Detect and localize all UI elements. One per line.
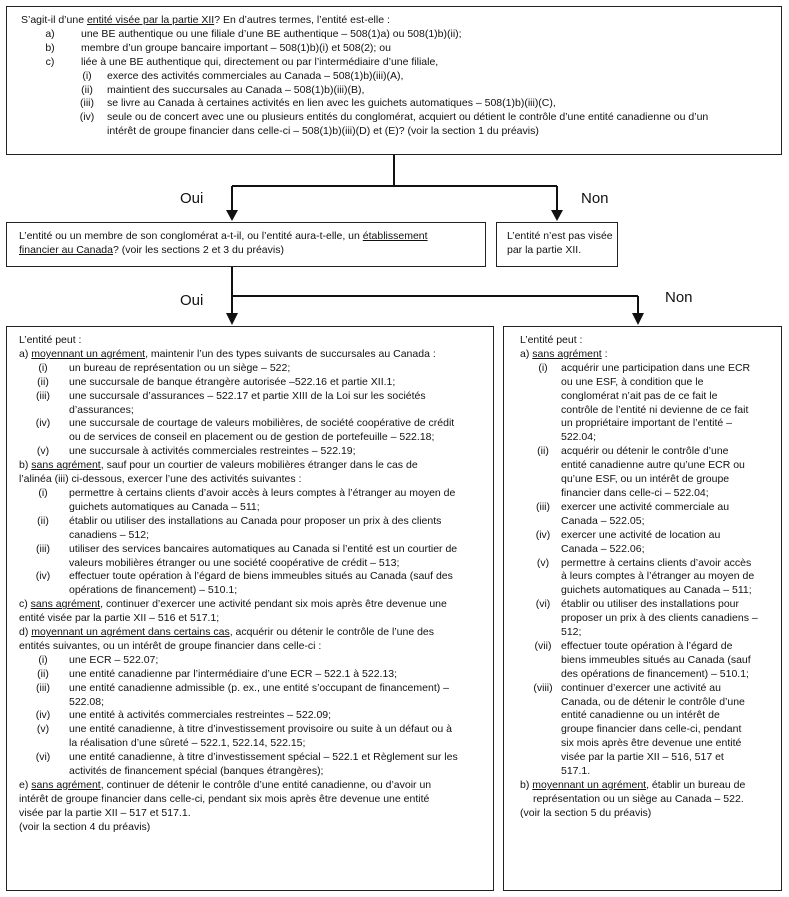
item-letter: d) xyxy=(19,626,32,639)
line-text: un propriétaire important de l’entité – xyxy=(561,417,733,430)
text-line xyxy=(516,404,781,418)
permitted-activities-box-no xyxy=(503,326,782,891)
item-marker: (iv) xyxy=(35,709,51,722)
text-line xyxy=(516,723,781,737)
line-text: Canada, ou de détenir le contrôle d’une xyxy=(561,695,745,708)
line-text: une entité canadienne par l’intermédiaire d’une ECR – 522.1 à 522.13; xyxy=(69,667,398,680)
line-text: une entité canadienne, à titre d’investissement provisoire ou suite à un défaut ou à xyxy=(69,723,452,736)
item-marker: (iv) xyxy=(35,570,51,583)
text-line xyxy=(19,807,493,821)
arrowhead xyxy=(226,210,238,221)
line-text: , établir un bureau de xyxy=(646,779,746,791)
item-marker: (v) xyxy=(36,445,50,458)
text-line xyxy=(516,348,781,362)
text-line xyxy=(516,751,781,765)
line-text: , continuer de détenir le contrôle d’une entité canadienne, ou d’avoir un xyxy=(100,779,432,791)
underlined-term: sans agrément xyxy=(31,459,101,472)
item-marker: (v) xyxy=(536,556,550,569)
line-text: représentation ou un siège au Canada – 522. xyxy=(533,792,744,805)
line-text: (voir la section 5 du préavis) xyxy=(520,806,652,819)
item-marker: (vi) xyxy=(35,751,51,764)
line-text: établir ou utiliser des installations au Canada pour proposer un prix à des clients xyxy=(69,514,442,527)
text-line xyxy=(516,570,781,584)
text-line xyxy=(516,459,781,473)
line-text: conglomérat n’ait pas de ce fait le xyxy=(561,389,718,402)
line-text: exercer une activité commerciale au xyxy=(561,500,730,513)
item-marker: (ii) xyxy=(37,514,49,527)
text-line xyxy=(516,737,781,751)
item-marker: (i) xyxy=(38,361,48,374)
text-line xyxy=(21,70,781,84)
text-line xyxy=(19,640,493,654)
line-text: maintient des succursales au Canada – 508(1)b)(iii)(B), xyxy=(107,83,365,96)
line-text: visée par la partie XII – 517 et 517.1. xyxy=(19,806,191,819)
text-line xyxy=(19,417,493,431)
line-text: permettre à certains clients d’avoir accès à leurs comptes à l’étranger au moyen de xyxy=(69,486,456,499)
line-text: établir ou utiliser des installations pour xyxy=(561,598,740,611)
line-text: la réalisation d’une sûreté – 522.1, 522.14, 522.15; xyxy=(69,737,306,750)
text-line xyxy=(19,709,493,723)
line-text: une entité canadienne admissible (p. ex., une entité s’occupant de financement) – xyxy=(69,681,449,694)
item-letter: c) xyxy=(19,598,31,611)
text-line xyxy=(516,612,781,626)
text-line xyxy=(516,654,781,668)
text-line xyxy=(19,376,493,390)
line-text: Canada – 522.06; xyxy=(561,542,645,555)
line-text: guichets automatiques au Canada – 511; xyxy=(561,584,752,597)
line-text: membre d’un groupe bancaire important – 508(1)b)(i) et 508(2); ou xyxy=(81,41,391,54)
line-text: entités suivantes, ou un intérêt de groupe financier dans celle-ci : xyxy=(19,639,322,652)
text-line xyxy=(19,821,493,835)
item-letter: b) xyxy=(520,779,533,791)
item-marker: (iii) xyxy=(36,389,50,402)
line-text: 517.1. xyxy=(561,765,591,778)
text-line xyxy=(516,640,781,654)
establishment-question-box: L’entité ou un membre de son conglomérat a-t-il, ou l’entité aura-t-elle, un établissement financier au Canada? (voir les sections 2 et 3 du préavis) xyxy=(6,222,486,267)
text-line xyxy=(19,362,493,376)
item-marker: (i) xyxy=(38,486,48,499)
item-letter: b) xyxy=(19,459,32,472)
item-marker: (i) xyxy=(82,69,92,82)
not-subject-line-2: par la partie XII. xyxy=(507,243,582,256)
line-text: acquérir une participation dans une ECR xyxy=(561,361,751,374)
line-text: exercer une activité de location au xyxy=(561,528,721,541)
text-line xyxy=(19,626,493,640)
underlined-term: sans agrément xyxy=(31,779,101,791)
line-text: une ECR – 522.07; xyxy=(69,653,159,666)
line-text: continuer d’exercer une activité au xyxy=(561,681,721,694)
line-text: 522.08; xyxy=(69,695,105,708)
item-marker: a) xyxy=(45,27,55,40)
line-text: intérêt de groupe financier dans celle-ci, pendant six mois après être devenue une entité xyxy=(19,792,430,805)
line-text: visée par la partie XII – 516, 517 et xyxy=(561,751,724,764)
item-marker: (vi) xyxy=(535,598,551,611)
not-subject-box xyxy=(496,222,618,267)
text-line xyxy=(19,334,493,348)
line-text: Canada – 522.05; xyxy=(561,514,645,527)
text-line xyxy=(19,543,493,557)
line-text: biens immeubles situés au Canada (sauf xyxy=(561,653,751,666)
text-line xyxy=(516,598,781,612)
line-text: entité canadienne autre qu’une ECR ou xyxy=(561,459,745,472)
item-marker: (iii) xyxy=(36,542,50,555)
text-line xyxy=(19,696,493,710)
item-marker: (ii) xyxy=(537,445,549,458)
text-line xyxy=(516,584,781,598)
item-marker: (viii) xyxy=(533,681,553,694)
arrowhead xyxy=(632,313,644,325)
text-line xyxy=(516,487,781,501)
text-line xyxy=(19,570,493,584)
line-text: proposer un prix à des clients canadiens – xyxy=(561,612,758,625)
line-text: une entité à activités commerciales restreintes – 522.09; xyxy=(69,709,332,722)
text-line xyxy=(19,487,493,501)
line-text: à leurs comptes à l’étranger au moyen de xyxy=(561,570,755,583)
line-text: permettre à certains clients d’avoir accès xyxy=(561,556,752,569)
line-text: 522.04; xyxy=(561,431,597,444)
line-text: (voir la section 4 du préavis) xyxy=(19,820,151,833)
line-text: une BE authentique ou une filiale d’une BE authentique – 508(1)a) ou 508(1)b)(ii); xyxy=(81,27,462,40)
line-text: opérations de financement) – 510.1; xyxy=(69,584,238,597)
text-line xyxy=(19,459,493,473)
line-text: groupe financier dans celle-ci, pendant xyxy=(561,723,742,736)
item-marker: (ii) xyxy=(37,667,49,680)
yes-label-1: Oui xyxy=(180,190,204,207)
text-line xyxy=(21,97,781,111)
text-line xyxy=(516,529,781,543)
underlined-term: moyennant un agrément xyxy=(31,347,146,360)
question-link: entité visée par la partie XII xyxy=(86,14,215,26)
line-text: seule ou de concert avec une ou plusieurs entités du conglomérat, acquiert ou détient le contrôle d’une entité canadienne ou d’un xyxy=(107,111,709,124)
line-text: effectuer toute opération à l’égard de xyxy=(561,639,733,652)
text-line xyxy=(516,765,781,779)
item-marker: (i) xyxy=(538,361,548,374)
underlined-term: sans agrément xyxy=(532,347,602,360)
not-subject-line-1: L’entité n’est pas visée xyxy=(507,230,613,242)
line-text: , sauf pour un courtier de valeurs mobilières étranger dans le cas de xyxy=(100,459,418,472)
text-line xyxy=(516,682,781,696)
text-line xyxy=(516,362,781,376)
item-marker: (iv) xyxy=(35,417,51,430)
text-line xyxy=(516,376,781,390)
line-text: entité visée par la partie XII – 516 et 517.1; xyxy=(19,612,220,625)
line-text: contrôle de l’entité ni devienne de ce fait xyxy=(561,403,749,416)
item-marker: c) xyxy=(45,55,55,68)
line-text: L’entité peut : xyxy=(520,334,583,346)
line-text: activités de financement spécial (banques étrangères); xyxy=(69,765,324,778)
text-line xyxy=(19,515,493,529)
text-line xyxy=(21,111,781,125)
line-text: , maintenir l’un des types suivants de succursales au Canada : xyxy=(145,347,436,360)
text-line xyxy=(21,84,781,98)
text-line xyxy=(19,445,493,459)
text-line xyxy=(516,473,781,487)
text-line xyxy=(21,56,781,70)
text-line xyxy=(19,404,493,418)
text-line xyxy=(19,557,493,571)
text-line xyxy=(516,501,781,515)
line-text: une succursale d’assurances – 522.17 et partie XIII de la Loi sur les sociétés xyxy=(69,389,426,402)
line-text: ou une ESF, à condition que le xyxy=(561,375,704,388)
item-marker: (iii) xyxy=(36,681,50,694)
item-marker: b) xyxy=(45,41,55,54)
line-text: des opérations de financement) – 510.1; xyxy=(561,667,749,680)
line-text: qu’une ESF, ou un intérêt de groupe xyxy=(561,473,730,486)
item-marker: (iv) xyxy=(535,528,551,541)
text-line xyxy=(516,334,781,348)
financial-establishment-link: financier au Canada xyxy=(19,243,113,256)
arrowhead xyxy=(226,313,238,325)
line-text: effectuer toute opération à l’égard de biens immeubles situés au Canada (sauf des xyxy=(69,570,453,583)
line-text: une succursale à activités commerciales restreintes – 522.19; xyxy=(69,445,356,458)
text-line xyxy=(19,598,493,612)
text-line xyxy=(21,28,781,42)
line-text: ou de services de conseil en placement ou de gestion de portefeuille – 522.18; xyxy=(69,431,435,444)
line-text: entité canadienne ou un intérêt de xyxy=(561,709,720,722)
text-line xyxy=(516,779,781,793)
item-marker: (vii) xyxy=(534,639,552,652)
item-marker: (iii) xyxy=(536,500,550,513)
line-text: une succursale de courtage de valeurs mobilières, de société coopérative de crédit xyxy=(69,417,455,430)
question-line: S’agit-il d’une entité visée par la partie XII? En d’autres termes, l’entité est-elle : xyxy=(21,14,390,26)
text-line xyxy=(21,42,781,56)
line-text: acquérir ou détenir le contrôle d’une xyxy=(561,445,729,458)
text-line xyxy=(516,557,781,571)
underlined-term: sans agrément xyxy=(30,598,101,611)
text-line xyxy=(19,529,493,543)
text-line xyxy=(19,473,493,487)
text-line xyxy=(19,612,493,626)
line-text: se livre au Canada à certaines activités en lien avec les guichets automatiques – 508(1)b)(iii)(C), xyxy=(107,97,556,110)
line-text: exerce des activités commerciales au Canada – 508(1)b)(iii)(A), xyxy=(107,69,404,82)
item-marker: (ii) xyxy=(37,375,49,388)
underlined-term: moyennant un agrément xyxy=(532,779,647,791)
line-text: financier dans celle-ci – 522.04; xyxy=(561,486,709,499)
line-text: : xyxy=(601,347,608,360)
item-marker: (v) xyxy=(36,723,50,736)
item-marker: (i) xyxy=(38,653,48,666)
no-label-2: Non xyxy=(665,289,693,306)
line-text: liée à une BE authentique qui, directement ou par l’intermédiaire d’une filiale, xyxy=(81,55,439,68)
text-line xyxy=(516,543,781,557)
line-text: 512; xyxy=(561,626,582,639)
text-line xyxy=(19,793,493,807)
text-line xyxy=(19,779,493,793)
text-line xyxy=(19,390,493,404)
text-line xyxy=(516,793,781,807)
line-text: canadiens – 512; xyxy=(69,528,149,541)
item-letter: a) xyxy=(520,347,533,360)
item-marker: (iv) xyxy=(79,111,95,124)
line-text: un bureau de représentation ou un siège – 522; xyxy=(69,361,291,374)
line-text: guichets automatiques au Canada – 511; xyxy=(69,500,260,513)
question-sub-continuation: intérêt de groupe financier dans celle-ci – 508(1)b)(iii)(D) et (E)? (voir la section 1 du préavis) xyxy=(107,125,539,138)
line-text: l’alinéa (iii) ci-dessous, exercer l’une des activités suivantes : xyxy=(19,473,302,486)
text-line xyxy=(516,807,781,821)
item-marker: (iii) xyxy=(80,97,94,110)
text-line xyxy=(516,709,781,723)
text-line xyxy=(516,431,781,445)
text-line xyxy=(516,696,781,710)
text-line xyxy=(19,501,493,515)
establishment-link: établissement xyxy=(362,230,428,242)
line-text: , acquérir ou détenir le contrôle de l’une des xyxy=(229,626,435,639)
text-line xyxy=(19,751,493,765)
permitted-activities-box-yes xyxy=(6,326,494,891)
yes-label-2: Oui xyxy=(180,292,204,309)
arrowhead xyxy=(551,210,563,221)
no-label-1: Non xyxy=(581,190,609,207)
text-line xyxy=(516,417,781,431)
text-line xyxy=(516,390,781,404)
line-text: , continuer d’exercer une activité pendant six mois après être devenue une xyxy=(100,598,447,611)
eligibility-question-box xyxy=(6,6,782,155)
line-text: une entité canadienne, à titre d’investissement spécial – 522.1 et Règlement sur les xyxy=(69,751,458,764)
text-line xyxy=(516,668,781,682)
item-marker: (ii) xyxy=(81,83,93,96)
text-line xyxy=(19,431,493,445)
text-line xyxy=(19,668,493,682)
text-line xyxy=(19,723,493,737)
line-text: L’entité peut : xyxy=(19,334,82,346)
line-text: utiliser des services bancaires automatiques au Canada si l’entité est un courtier de xyxy=(69,542,458,555)
text-line xyxy=(19,584,493,598)
text-line xyxy=(516,515,781,529)
text-line xyxy=(19,737,493,751)
underlined-term: moyennant un agrément dans certains cas xyxy=(31,626,230,639)
line-text: une succursale de banque étrangère autorisée –522.16 et partie XII.1; xyxy=(69,375,396,388)
line-text: valeurs mobilières étranger ou une société coopérative de crédit – 513; xyxy=(69,556,400,569)
item-letter: e) xyxy=(19,779,32,791)
line-text: six mois après être devenue une entité xyxy=(561,737,742,750)
text-line xyxy=(516,445,781,459)
text-line xyxy=(19,765,493,779)
text-line xyxy=(19,348,493,362)
text-line xyxy=(19,682,493,696)
item-letter: a) xyxy=(19,347,32,360)
line-text: d’assurances; xyxy=(69,403,134,416)
text-line xyxy=(19,654,493,668)
text-line xyxy=(516,626,781,640)
